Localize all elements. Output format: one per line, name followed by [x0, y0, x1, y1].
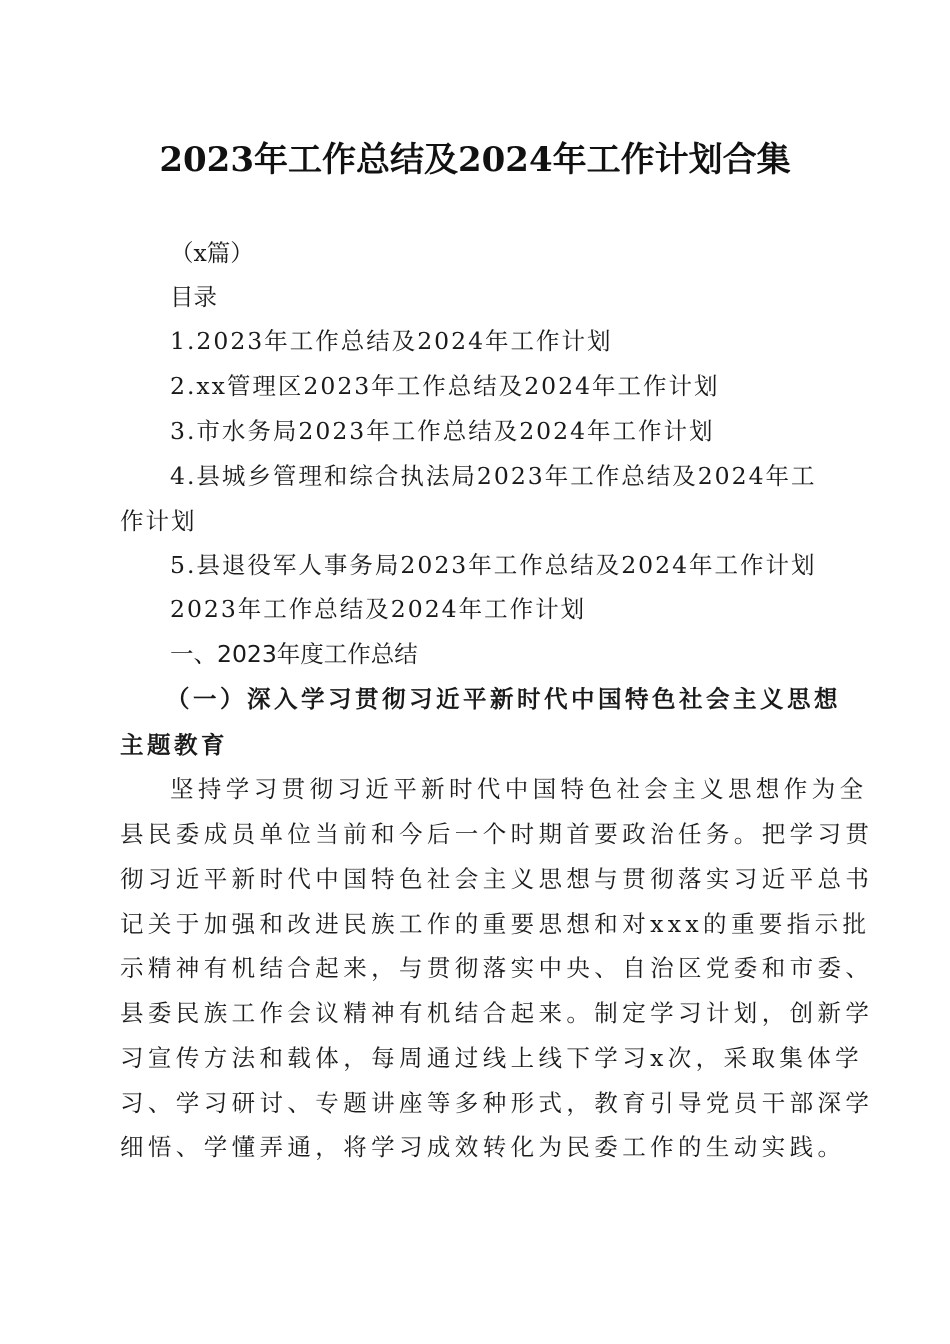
document-title: 2023年工作总结及2024年工作计划合集: [159, 140, 791, 180]
paragraph-line: 细悟、学懂弄通，将学习成效转化为民委工作的生动实践。: [120, 1133, 846, 1161]
count-note: （x篇）: [170, 239, 254, 267]
paragraph-line: 习宣传方法和载体，每周通过线上线下学习x次，采取集体学: [120, 1044, 864, 1072]
toc-item-2: 2.xx管理区2023年工作总结及2024年工作计划: [170, 372, 720, 400]
paragraph-line: 示精神有机结合起来，与贯彻落实中央、自治区党委和市委、: [120, 954, 874, 982]
paragraph-line: 彻习近平新时代中国特色社会主义思想与贯彻落实习近平总书: [120, 865, 874, 893]
toc-label: 目录: [170, 283, 217, 311]
toc-item-5: 5.县退役军人事务局2023年工作总结及2024年工作计划: [170, 551, 817, 579]
section-heading: 一、2023年度工作总结: [170, 640, 418, 668]
paragraph-line: 习、学习研讨、专题讲座等多种形式，教育引导党员干部深学: [120, 1089, 874, 1117]
subsection-heading: （一）深入学习贯彻习近平新时代中国特色社会主义思想: [166, 685, 841, 713]
paragraph-line: 记关于加强和改进民族工作的重要思想和对xxx的重要指示批: [120, 910, 871, 938]
subsection-heading-continued: 主题教育: [120, 731, 228, 759]
toc-item-1: 1.2023年工作总结及2024年工作计划: [170, 327, 613, 355]
paragraph-line: 县委民族工作会议精神有机结合起来。制定学习计划，创新学: [120, 999, 874, 1027]
toc-item-3: 3.市水务局2023年工作总结及2024年工作计划: [170, 417, 715, 445]
toc-item-4: 4.县城乡管理和综合执法局2023年工作总结及2024年工: [170, 462, 817, 490]
article-title: 2023年工作总结及2024年工作计划: [170, 595, 587, 623]
paragraph-line: 县民委成员单位当前和今后一个时期首要政治任务。把学习贯: [120, 820, 874, 848]
paragraph-line: 坚持学习贯彻习近平新时代中国特色社会主义思想作为全: [170, 775, 868, 803]
toc-item-4-continued: 作计划: [120, 507, 197, 535]
